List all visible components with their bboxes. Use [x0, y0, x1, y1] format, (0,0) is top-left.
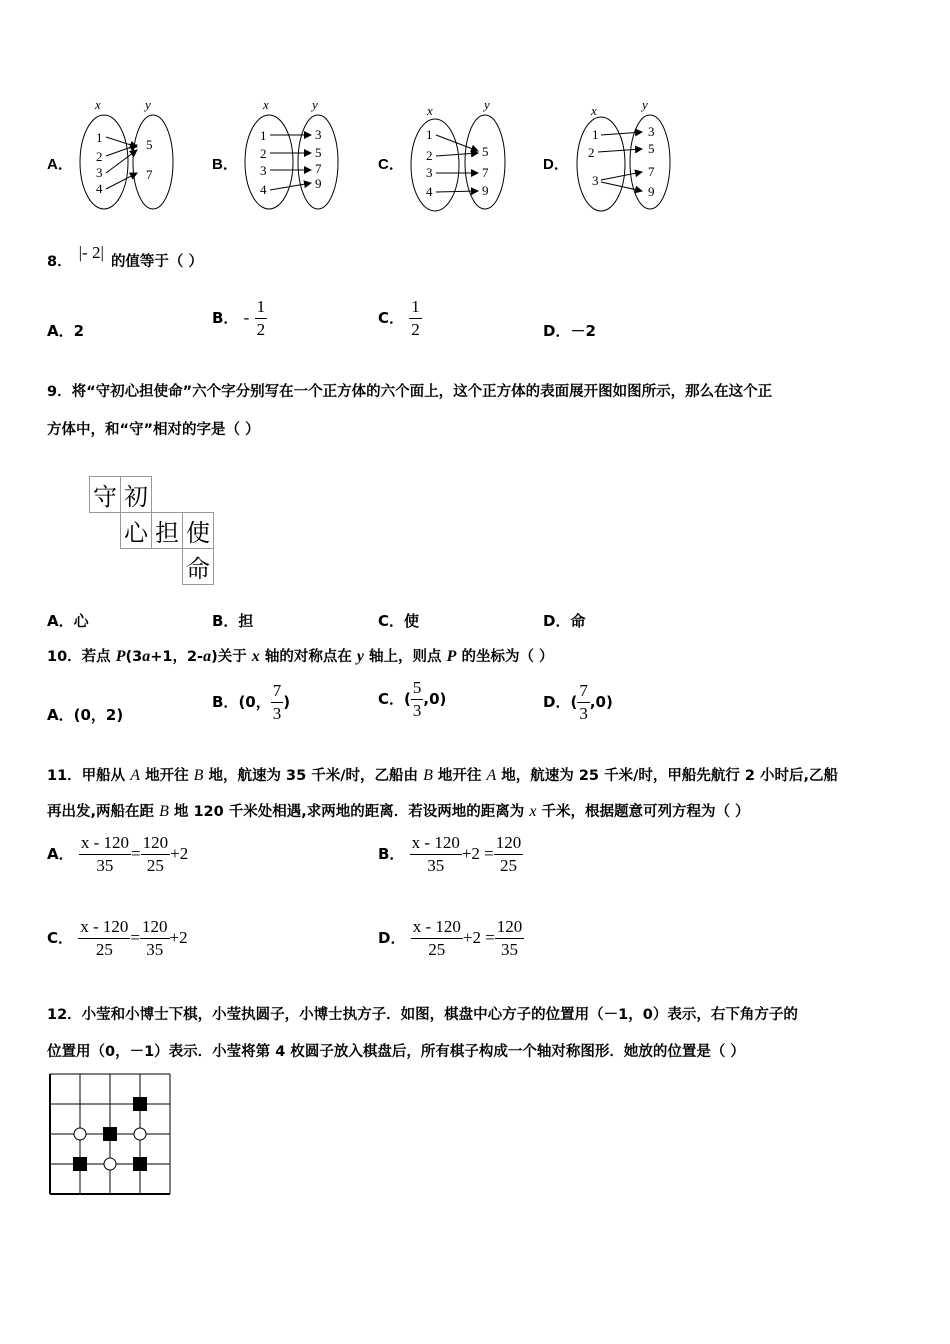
q11-line-2	[47, 800, 907, 821]
text-segment: )	[283, 693, 291, 711]
text-segment: ,0)	[423, 690, 447, 708]
option-label: D．	[543, 322, 571, 340]
range-value: 9	[648, 184, 655, 199]
domain-value: 2	[426, 148, 433, 163]
fraction	[141, 832, 171, 877]
q8-question	[47, 243, 203, 271]
plus-term: +2	[170, 844, 189, 863]
var-b: B	[423, 767, 433, 784]
net-face: 守	[90, 477, 121, 513]
fraction	[411, 677, 424, 722]
domain-value: 4	[426, 184, 433, 199]
domain-value: 4	[96, 181, 103, 196]
y-axis-label: y	[312, 97, 318, 112]
q11-line-1	[47, 764, 907, 785]
range-value: 9	[482, 183, 489, 198]
text-segment: (	[570, 693, 578, 711]
text-segment: (	[404, 690, 411, 708]
q8-option-c[interactable]	[378, 296, 422, 341]
q7-option-a-label: A．	[47, 156, 73, 173]
var-a: a	[142, 648, 151, 665]
q9-line-2: 方体中，和“守”相对的字是（ ）	[47, 422, 260, 438]
q7-option-b-label: B．	[212, 156, 238, 173]
fraction	[78, 916, 130, 961]
denominator: 3	[579, 704, 588, 723]
option-label: C．	[378, 309, 405, 327]
denominator: 3	[272, 704, 282, 723]
q12-line-1: 12．小莹和小博士下棋，小莹执圆子，小博士执方子．如图，棋盘中心方子的位置用（－1，0）表示，右下角方子的	[47, 1007, 798, 1023]
square-piece	[133, 1157, 147, 1171]
fraction	[140, 916, 170, 961]
numerator: 120	[494, 832, 524, 855]
var-a: A	[486, 767, 497, 784]
q10-option-a[interactable]: A．(0，2)	[47, 706, 124, 724]
domain-value: 3	[96, 165, 103, 180]
question-number: 8．	[47, 254, 72, 270]
q8-option-d[interactable]	[543, 320, 596, 341]
text-segment: 地，航速为 25 千米/时，甲船先航行 2 小时后,乙船	[496, 768, 839, 784]
domain-value: 3	[592, 173, 599, 188]
domain-value: 1	[260, 128, 267, 143]
q10-option-b[interactable]	[212, 680, 290, 725]
y-axis-label: y	[642, 97, 648, 112]
q9-option-a[interactable]: A．心	[47, 612, 89, 630]
plus-equals: +2 =	[462, 928, 495, 947]
var-a: a	[203, 648, 212, 665]
q8-absolute-value: |- 2|	[78, 243, 104, 262]
x-axis-label: x	[427, 103, 433, 118]
equals-sign: =	[131, 844, 141, 863]
var-x: x	[529, 803, 537, 820]
fraction	[494, 832, 524, 877]
mapping-b	[245, 97, 338, 209]
x-axis-label: x	[95, 97, 101, 112]
round-piece	[134, 1128, 146, 1140]
numerator: 1	[409, 296, 422, 319]
var-y: y	[356, 648, 364, 665]
q10-option-d[interactable]	[543, 680, 613, 725]
minus-sign: -	[243, 308, 250, 327]
option-label: D．	[543, 693, 571, 711]
fraction	[79, 832, 131, 877]
var-b: B	[159, 803, 169, 820]
denominator: 25	[428, 940, 446, 959]
mapping-d	[577, 97, 670, 211]
q11-option-d[interactable]	[378, 916, 524, 961]
numerator: 5	[411, 677, 424, 700]
denominator: 2	[256, 320, 266, 339]
square-piece	[103, 1127, 117, 1141]
round-piece	[74, 1128, 86, 1140]
text-segment: 轴的对称点在	[259, 649, 357, 665]
text-segment: 地，航速为 35 千米/时，乙船由	[203, 768, 424, 784]
numerator: x - 120	[78, 916, 130, 939]
denominator: 25	[146, 856, 164, 875]
text-segment: ,0)	[589, 693, 613, 711]
y-axis-label: y	[484, 97, 490, 112]
option-label: B．	[378, 845, 405, 863]
text-segment: 轴上，则点	[364, 649, 447, 665]
net-face: 命	[183, 549, 214, 585]
round-piece	[104, 1158, 116, 1170]
range-value: 7	[482, 165, 489, 180]
fraction	[577, 680, 590, 725]
q8-text: 的值等于（ ）	[110, 254, 203, 270]
text-segment: 千米，根据题意可列方程为（ ）	[536, 804, 750, 820]
q10-option-c[interactable]	[378, 677, 446, 722]
domain-value: 2	[588, 145, 595, 160]
equals-sign: =	[130, 928, 141, 947]
option-label: A．	[47, 845, 74, 863]
option-label: B．	[212, 309, 239, 327]
range-value: 7	[146, 167, 153, 182]
plus-equals: +2 =	[461, 844, 494, 863]
option-value: 2	[73, 322, 85, 340]
denominator: 2	[411, 320, 420, 339]
var-p: P	[446, 648, 457, 665]
net-face: 使	[183, 513, 214, 549]
domain-value: 2	[260, 146, 267, 161]
domain-value: 1	[592, 127, 599, 142]
x-axis-label: x	[263, 97, 269, 112]
option-label: C．	[47, 929, 74, 947]
mapping-a	[80, 97, 173, 209]
q12-line-2: 位置用（0，－1）表示．小莹将第 4 枚圆子放入棋盘后，所有棋子构成一个轴对称图形．她放的位置是（ ）	[47, 1044, 745, 1060]
var-p: P	[115, 648, 126, 665]
denominator: 25	[95, 940, 113, 959]
denominator: 35	[96, 856, 114, 875]
range-value: 5	[315, 145, 322, 160]
var-b: B	[193, 767, 204, 784]
fraction	[271, 680, 284, 725]
denominator: 35	[427, 856, 445, 875]
q9-option-d[interactable]: D．命	[543, 612, 586, 630]
q9-line-1: 9．将“守初心担使命”六个字分别写在一个正方体的六个面上，这个正方体的表面展开图如图所示，那么在这个正	[47, 384, 773, 400]
domain-value: 1	[96, 130, 103, 145]
numerator: 7	[271, 680, 284, 703]
range-value: 3	[648, 124, 655, 139]
fraction	[495, 916, 525, 961]
q8-option-a[interactable]	[47, 320, 84, 341]
range-value: 3	[315, 127, 322, 142]
text-segment: 的坐标为（ ）	[456, 649, 554, 665]
x-axis-label: x	[591, 103, 597, 118]
range-value: 7	[315, 161, 322, 176]
numerator: 7	[577, 680, 590, 703]
range-value: 5	[482, 144, 489, 159]
denominator: 25	[500, 856, 518, 875]
fraction	[255, 296, 268, 341]
net-face: 心	[121, 513, 152, 549]
range-value: 5	[146, 137, 153, 152]
domain-value: 2	[96, 149, 103, 164]
domain-value: 4	[260, 182, 267, 197]
range-value: 5	[648, 141, 655, 156]
numerator: 1	[255, 296, 268, 319]
option-label: D．	[378, 929, 406, 947]
range-value: 9	[315, 176, 322, 191]
plus-term: +2	[169, 928, 188, 947]
text-segment: 10．若点	[47, 649, 116, 665]
option-label: A．	[47, 322, 74, 340]
fraction	[409, 296, 422, 341]
q11-option-c[interactable]	[47, 916, 188, 961]
q10-question	[47, 645, 554, 666]
square-piece	[73, 1157, 87, 1171]
text-segment: 再出发,两船在距	[47, 804, 160, 820]
q7-option-c-label: C．	[378, 156, 404, 173]
chess-board	[48, 1072, 174, 1198]
denominator: 35	[146, 940, 164, 959]
numerator: 120	[495, 916, 525, 939]
option-label: C．	[378, 690, 405, 708]
text-segment: +1，2-	[150, 649, 204, 665]
net-face: 担	[152, 513, 183, 549]
text-segment: 地开往	[140, 768, 194, 784]
q9-option-c[interactable]: C．使	[378, 612, 420, 630]
range-value: 7	[648, 164, 655, 179]
numerator: 120	[141, 832, 171, 855]
numerator: x - 120	[79, 832, 131, 855]
var-a: A	[130, 767, 141, 784]
fraction	[411, 916, 463, 961]
text-segment: )关于	[211, 649, 252, 665]
domain-value: 3	[260, 163, 267, 178]
q9-option-b[interactable]: B．担	[212, 612, 254, 630]
q11-option-a[interactable]	[47, 832, 188, 877]
var-x: x	[251, 648, 260, 665]
denominator: 35	[501, 940, 519, 959]
domain-value: 3	[426, 165, 433, 180]
option-label: B．	[212, 693, 239, 711]
y-axis-label: y	[145, 97, 151, 112]
text-segment: (0，	[238, 693, 271, 711]
q8-option-b[interactable]	[212, 296, 267, 341]
numerator: x - 120	[411, 916, 463, 939]
text-segment: 11．甲船从	[47, 768, 131, 784]
text-segment: 地开往	[432, 768, 487, 784]
q11-option-b[interactable]	[378, 832, 523, 877]
fraction	[410, 832, 462, 877]
option-value: －2	[570, 322, 596, 340]
square-piece	[133, 1097, 147, 1111]
q7-option-d-label: D．	[543, 156, 569, 173]
cube-net	[89, 476, 214, 585]
q7-mapping-diagrams	[0, 95, 950, 220]
text-segment: (3	[125, 649, 143, 665]
text-segment: 地 120 千米处相遇,求两地的距离．若设两地的距离为	[168, 804, 530, 820]
net-face: 初	[121, 477, 152, 513]
domain-value: 1	[426, 127, 433, 142]
numerator: 120	[140, 916, 170, 939]
numerator: x - 120	[410, 832, 462, 855]
mapping-c	[411, 97, 505, 211]
denominator: 3	[412, 701, 422, 720]
